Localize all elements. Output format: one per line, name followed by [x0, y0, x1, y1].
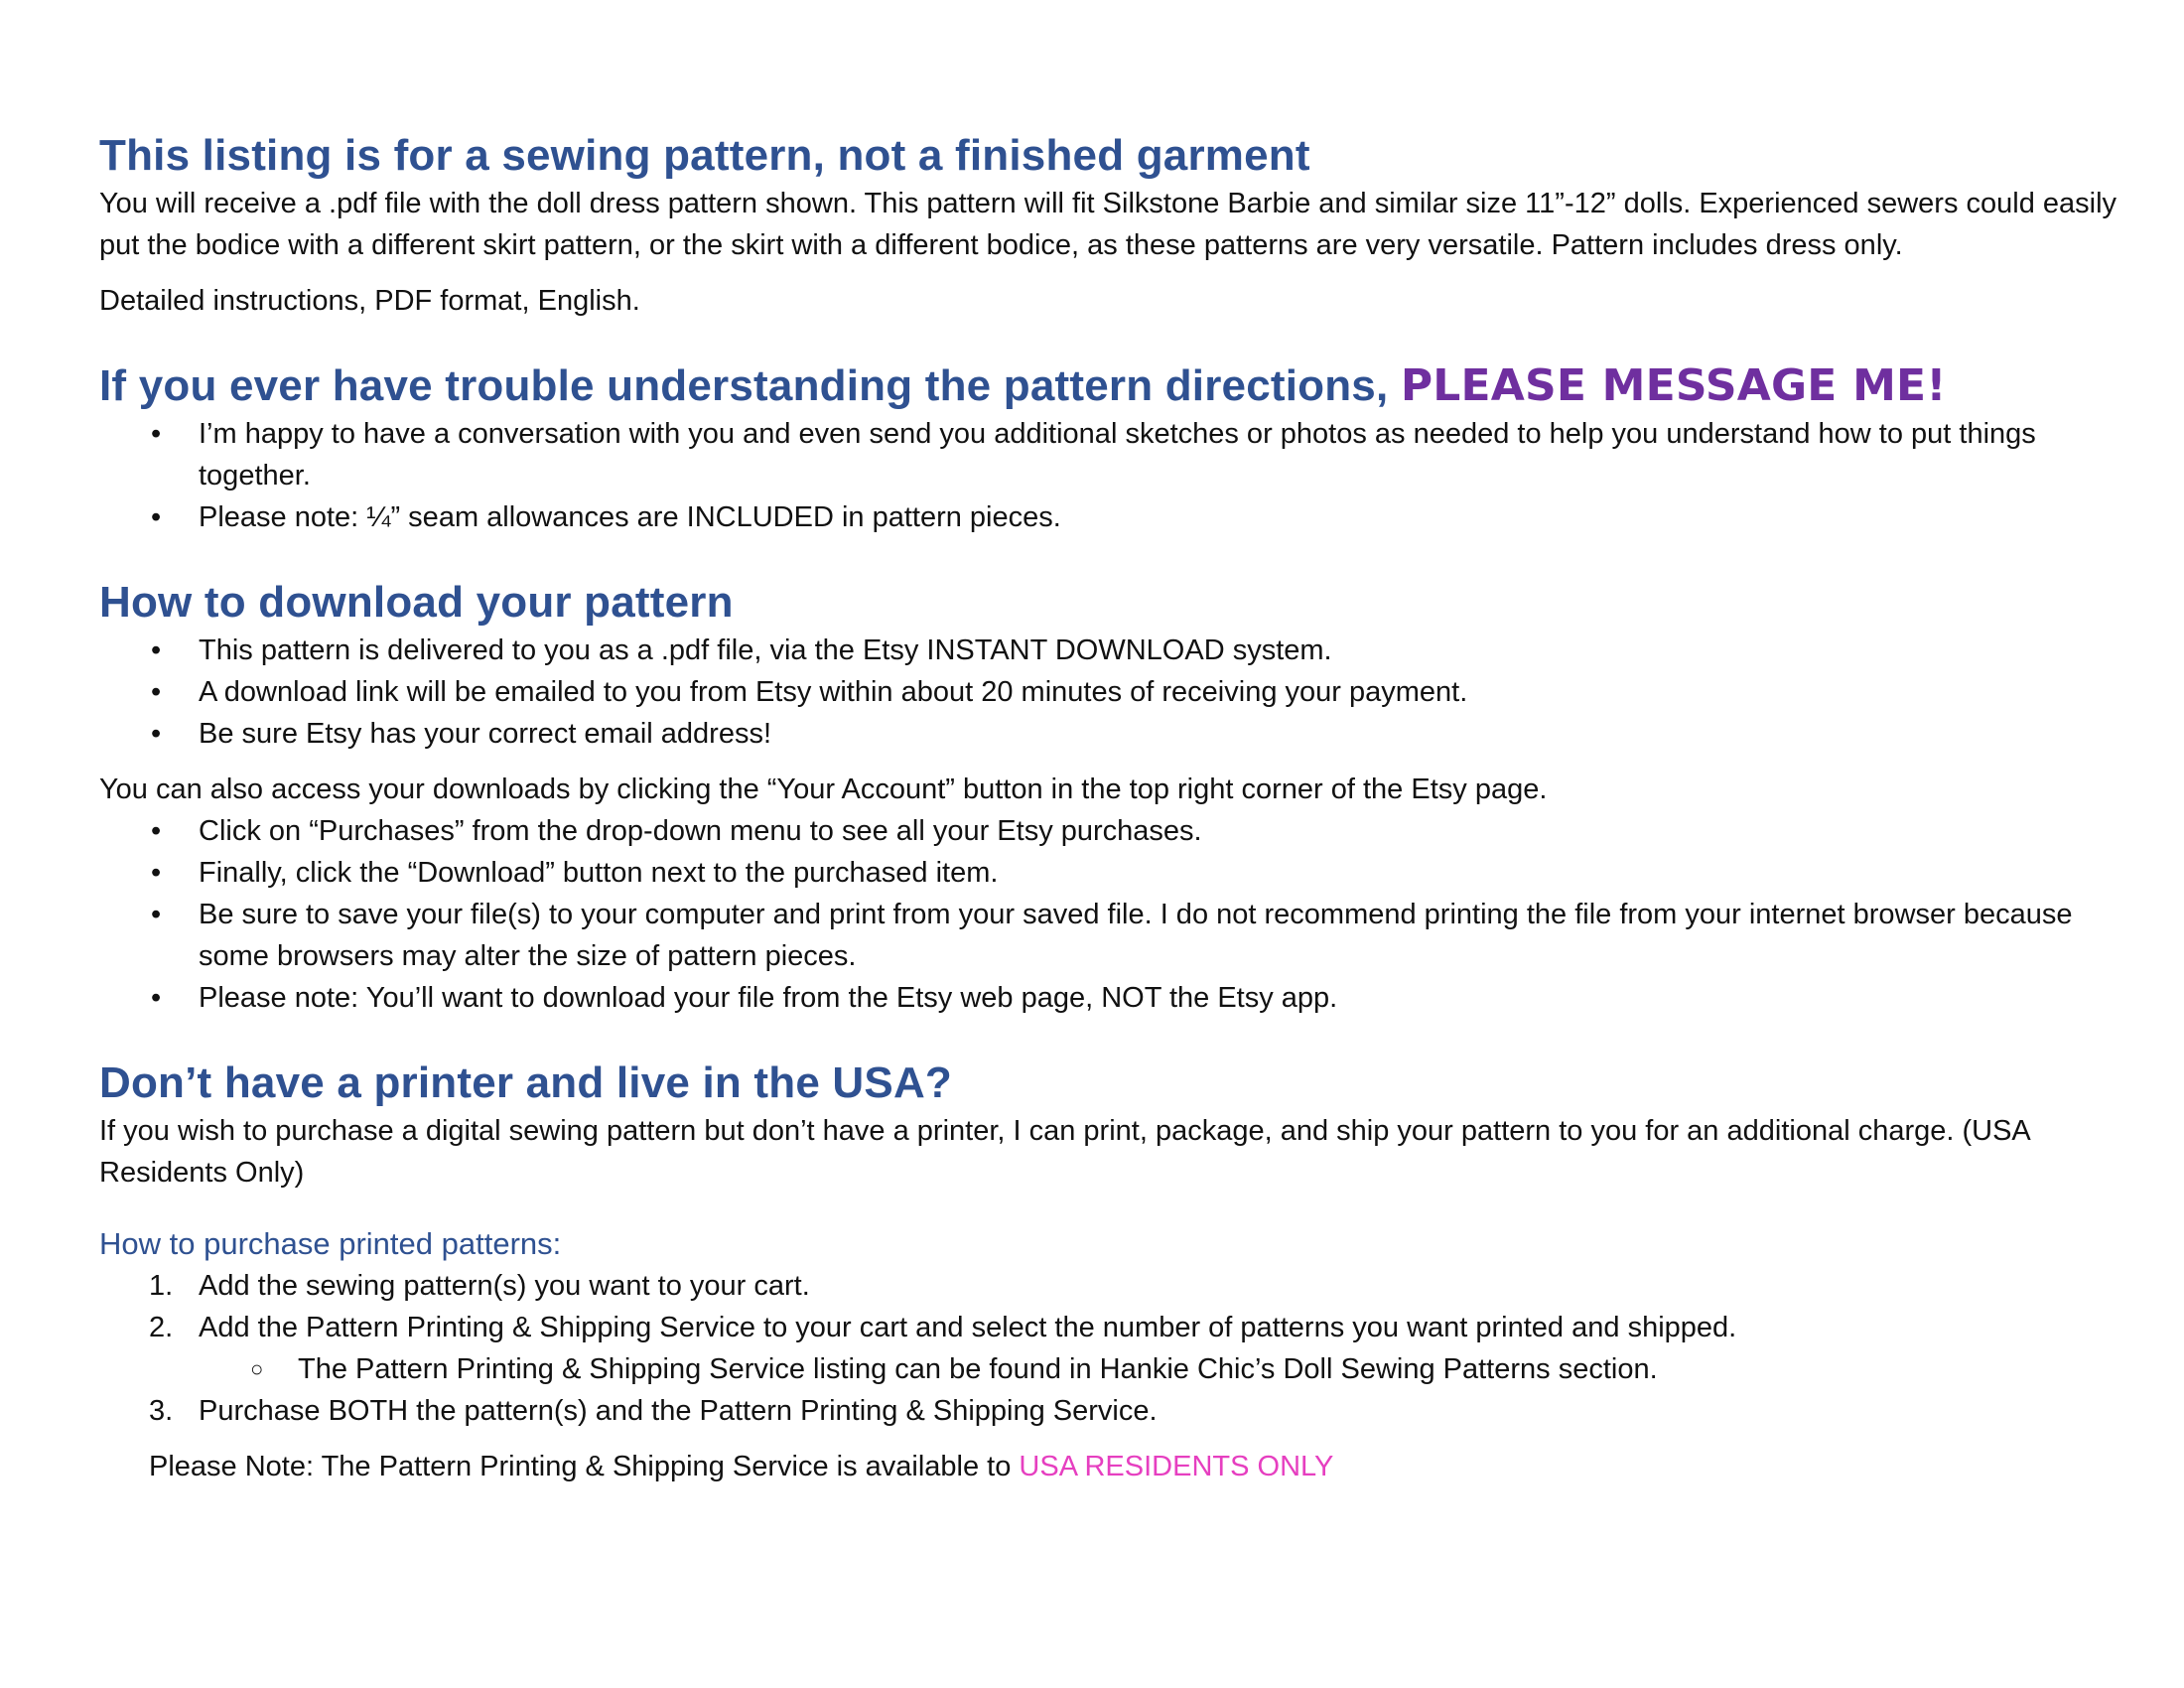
- printer-paragraph: If you wish to purchase a digital sewing pattern but don’t have a printer, I can print, package, and ship your pattern to you for an additional charge. (USA Residents Only): [99, 1115, 2030, 1189]
- list-item: 2. Add the Pattern Printing & Shipping Service to your cart and select the number of patterns you want printed and shipped.: [99, 1307, 2124, 1348]
- usa-only-note: Please Note: The Pattern Printing & Shipping Service is available to USA RESIDENTS ONLY: [149, 1451, 1334, 1482]
- listing-heading: This listing is for a sewing pattern, not a finished garment: [99, 131, 1310, 180]
- list-item: ○ The Pattern Printing & Shipping Service listing can be found in Hankie Chic’s Doll Sewing Patterns section.: [99, 1348, 2124, 1390]
- intro-paragraph: You will receive a .pdf file with the doll dress pattern shown. This pattern will fit Silkstone Barbie and similar size 11”-12” dolls. Experienced sewers could easily put the bodice with a different skirt pattern, or the skirt with a different bodice, as these patterns are very versatile. Pattern includes dress only.: [99, 188, 2117, 261]
- list-item: 1. Add the sewing pattern(s) you want to your cart.: [99, 1265, 2124, 1307]
- list-item: 3. Purchase BOTH the pattern(s) and the Pattern Printing & Shipping Service.: [99, 1390, 2124, 1432]
- bullet-icon: •: [151, 718, 162, 750]
- bullet-icon: •: [151, 857, 162, 889]
- list-item: • I’m happy to have a conversation with you and even send you additional sketches or photos as needed to help you understand how to put things together.: [99, 413, 2124, 496]
- list-item: • Be sure to save your file(s) to your computer and print from your saved file. I do not recommend printing the file from your internet browser because some browsers may alter the size of pattern pieces.: [99, 894, 2124, 977]
- step-number: 3.: [149, 1395, 174, 1427]
- account-bullet-list: [99, 810, 2124, 1019]
- bullet-icon: •: [151, 634, 162, 666]
- download-bullet-list: [99, 630, 2124, 755]
- list-item: • A download link will be emailed to you from Etsy within about 20 minutes of receiving your payment.: [99, 671, 2124, 713]
- list-item: • Finally, click the “Download” button next to the purchased item.: [99, 852, 2124, 894]
- account-paragraph: You can also access your downloads by clicking the “Your Account” button in the top right corner of the Etsy page.: [99, 774, 1548, 805]
- list-item: • Please note: You’ll want to download your file from the Etsy web page, NOT the Etsy app.: [99, 977, 2124, 1019]
- circle-bullet-icon: ○: [250, 1356, 264, 1381]
- help-heading: [99, 359, 2124, 413]
- list-item: • This pattern is delivered to you as a .pdf file, via the Etsy INSTANT DOWNLOAD system.: [99, 630, 2124, 671]
- bullet-icon: •: [151, 815, 162, 847]
- bullet-icon: •: [151, 982, 162, 1014]
- document-page: [99, 129, 2124, 1487]
- purchase-steps-list-continued: [99, 1390, 2124, 1432]
- message-me-emphasis: PLEASE MESSAGE ME!: [1400, 360, 1947, 411]
- bullet-icon: •: [151, 501, 162, 533]
- help-heading-text: If you ever have trouble understanding the pattern directions,: [99, 361, 1401, 410]
- download-heading: How to download your pattern: [99, 578, 734, 627]
- printer-heading: Don’t have a printer and live in the USA?: [99, 1058, 953, 1107]
- purchase-subheading: How to purchase printed patterns:: [99, 1226, 562, 1261]
- step-number: 2.: [149, 1312, 174, 1343]
- purchase-steps-list: [99, 1265, 2124, 1348]
- bullet-icon: •: [151, 418, 162, 450]
- usa-residents-highlight: USA RESIDENTS ONLY: [1019, 1451, 1334, 1482]
- help-bullet-list: [99, 413, 2124, 538]
- list-item: • Be sure Etsy has your correct email address!: [99, 713, 2124, 755]
- bullet-icon: •: [151, 676, 162, 708]
- list-item: • Click on “Purchases” from the drop-down menu to see all your Etsy purchases.: [99, 810, 2124, 852]
- purchase-substep-list: [99, 1348, 2124, 1390]
- list-item: • Please note: ¼” seam allowances are INCLUDED in pattern pieces.: [99, 496, 2124, 538]
- bullet-icon: •: [151, 899, 162, 930]
- step-number: 1.: [149, 1270, 174, 1302]
- format-note: Detailed instructions, PDF format, English.: [99, 285, 640, 317]
